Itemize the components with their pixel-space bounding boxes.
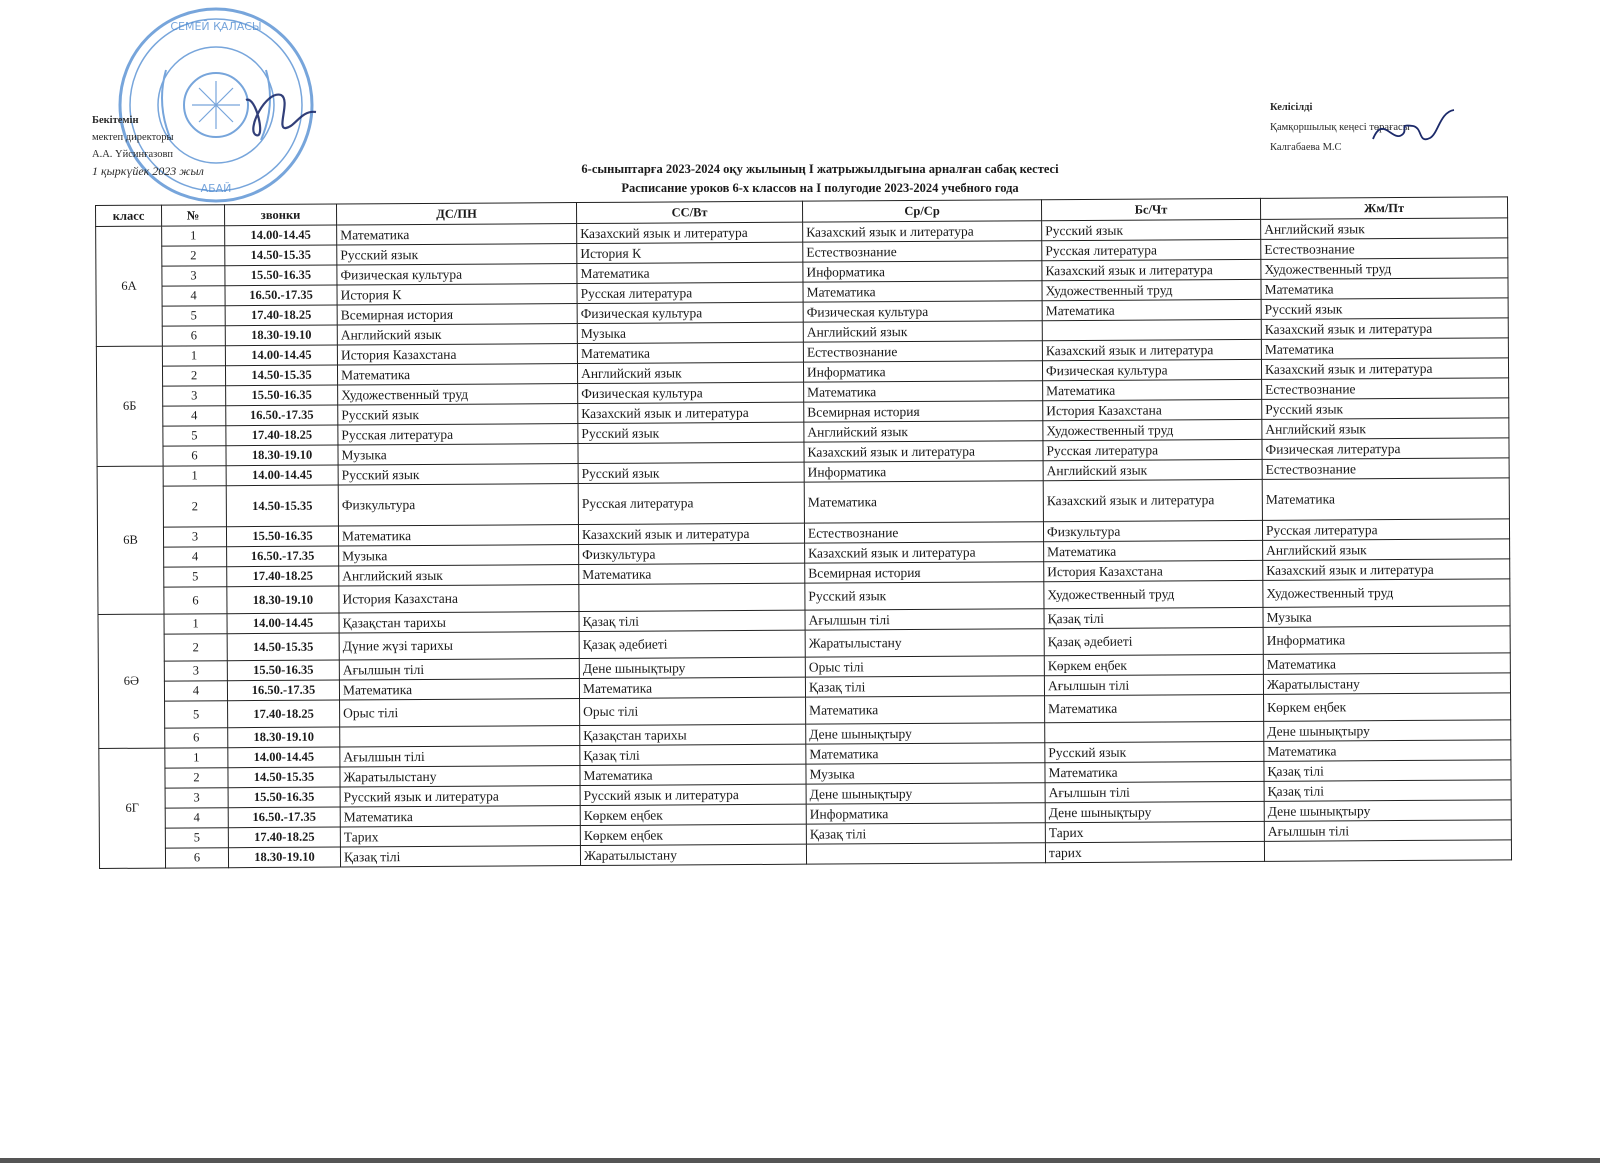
bell-time-cell: 14.00-14.45 (228, 747, 340, 768)
approve-role: мектеп директоры (92, 132, 174, 143)
subject-cell: Всемирная история (805, 562, 1044, 583)
lesson-number-cell: 3 (165, 788, 228, 808)
lesson-number-cell: 4 (164, 681, 227, 701)
svg-text:АБАЙ: АБАЙ (200, 182, 232, 195)
bell-time-cell: 16.50.-17.35 (227, 546, 339, 567)
lesson-number-cell: 3 (163, 386, 226, 406)
subject-cell: Дене шынықтыру (1045, 801, 1264, 822)
subject-cell: Художественный труд (1043, 419, 1262, 440)
subject-cell: Қазақстан тарихы (580, 724, 806, 745)
approve-date: 1 қыркүйек 2023 жыл (92, 164, 204, 178)
subject-cell: Естествознание (1261, 238, 1508, 260)
subject-cell: Математика (339, 679, 579, 700)
subject-cell: Математика (337, 364, 577, 385)
lesson-number-cell: 5 (165, 701, 228, 728)
lesson-number-cell: 6 (163, 446, 226, 466)
subject-cell: Информатика (803, 261, 1042, 282)
subject-cell: Музыка (577, 322, 803, 343)
title-kazakh: 6-сыныптарға 2023-2024 оқу жылының I жатрыжылдығына арналған сабақ кестесі (581, 162, 1059, 176)
bell-time-cell: 18.30-19.10 (225, 325, 337, 346)
subject-cell: Физкультура (338, 484, 578, 526)
subject-cell: Жаратылыстану (580, 844, 806, 865)
subject-cell: Математика (1045, 694, 1264, 722)
subject-cell: История Казахстана (339, 585, 579, 613)
subject-cell (806, 843, 1045, 864)
subject-cell: Көркем еңбек (1044, 654, 1263, 675)
agree-role: Қамқоршылық кеңесі төрағасы (1270, 122, 1410, 133)
bell-time-cell: 16.50.-17.35 (227, 680, 339, 701)
subject-cell: Жаратылыстану (340, 766, 580, 787)
subject-cell: Қазақ тілі (806, 823, 1045, 844)
subject-cell (1264, 840, 1511, 862)
bell-time-cell: 15.50-16.35 (225, 265, 337, 286)
subject-cell: Ағылшын тілі (1264, 820, 1511, 842)
subject-cell: Художественный труд (1261, 258, 1508, 280)
subject-cell: Орыс тілі (805, 656, 1044, 677)
subject-cell: Орыс тілі (340, 699, 580, 727)
lesson-number-cell: 4 (164, 547, 227, 567)
lesson-number-cell: 6 (164, 587, 227, 614)
lesson-number-cell: 6 (162, 326, 225, 346)
subject-cell: Естествознание (1262, 378, 1509, 400)
bell-time-cell: 14.00-14.45 (225, 345, 337, 366)
bell-time-cell: 18.30-19.10 (228, 847, 340, 868)
bell-time-cell: 17.40-18.25 (228, 700, 340, 728)
subject-cell: Математика (1263, 653, 1510, 675)
subject-cell: Қазақ тілі (579, 610, 805, 631)
subject-cell: Русский язык (578, 462, 804, 483)
class-name-cell: 6Г (99, 748, 166, 868)
bell-time-cell: 14.50-15.35 (227, 633, 339, 661)
column-header: Бс/Чт (1041, 198, 1260, 220)
subject-cell: Музыка (806, 763, 1045, 784)
subject-cell: Математика (804, 381, 1043, 402)
approve-name: А.А. Үйсинғазовп (92, 149, 174, 160)
bell-time-cell: 16.50.-17.35 (225, 285, 337, 306)
subject-cell: Математика (1042, 299, 1261, 320)
subject-cell: История Казахстана (1043, 399, 1262, 420)
class-name-cell: 6Б (96, 346, 163, 466)
subject-cell: Жаратылыстану (1263, 673, 1510, 695)
subject-cell: Математика (806, 696, 1045, 724)
lesson-number-cell: 4 (163, 406, 226, 426)
subject-cell: Русский язык (1262, 398, 1509, 420)
bell-time-cell: 14.50-15.35 (225, 245, 337, 266)
subject-cell: Казахский язык и литература (1043, 479, 1262, 521)
document-titles (430, 160, 1210, 198)
subject-cell: Казахский язык и литература (1263, 559, 1510, 581)
subject-cell: Математика (804, 481, 1043, 523)
agree-title: Келісілді (1270, 102, 1313, 113)
subject-cell: Русская литература (1262, 519, 1509, 541)
lesson-number-cell: 6 (165, 848, 228, 868)
bell-time-cell: 18.30-19.10 (228, 727, 340, 748)
subject-cell: Физическая культура (1042, 359, 1261, 380)
subject-cell: Информатика (804, 461, 1043, 482)
subject-cell: Ағылшын тілі (339, 659, 579, 680)
subject-cell: История К (577, 242, 803, 263)
subject-cell: Русская литература (1043, 439, 1262, 460)
lesson-number-cell: 2 (164, 634, 227, 661)
subject-cell: Дене шынықтыру (1264, 720, 1511, 742)
subject-cell: Дене шынықтыру (806, 723, 1045, 744)
subject-cell: Физическая культура (803, 301, 1042, 322)
column-header: класс (96, 205, 162, 226)
subject-cell: Русский язык (1042, 219, 1261, 240)
column-header: ДС/ПН (336, 203, 576, 225)
subject-cell: Физкультура (1043, 520, 1262, 541)
subject-cell (579, 583, 805, 611)
subject-cell: Английский язык (1043, 459, 1262, 480)
lesson-number-cell: 2 (162, 366, 225, 386)
subject-cell: Физическая литература (1262, 438, 1509, 460)
subject-cell: Математика (1264, 740, 1511, 762)
lesson-number-cell: 3 (164, 661, 227, 681)
council-signature (1368, 104, 1458, 154)
bell-time-cell: 15.50-16.35 (227, 660, 339, 681)
bell-time-cell: 14.00-14.45 (225, 225, 337, 246)
subject-cell: Русский язык (337, 244, 577, 265)
subject-cell: Қазақ тілі (1264, 780, 1511, 802)
subject-cell: Музыка (339, 545, 579, 566)
subject-cell: Математика (338, 525, 578, 546)
subject-cell: Қазақ тілі (1264, 760, 1511, 782)
subject-cell: Естествознание (803, 341, 1042, 362)
subject-cell: Қазақ әдебиеті (1044, 627, 1263, 655)
subject-cell: Русская литература (338, 424, 578, 445)
subject-cell: тарих (1045, 841, 1264, 862)
lesson-number-cell: 3 (163, 527, 226, 547)
bell-time-cell: 14.50-15.35 (226, 485, 338, 527)
subject-cell: Математика (1262, 478, 1509, 521)
subject-cell: Русский язык (578, 422, 804, 443)
approve-title: Бекітемін (92, 115, 139, 126)
subject-cell: Математика (337, 224, 577, 245)
subject-cell: Қазақстан тарихы (339, 612, 579, 633)
lesson-number-cell: 5 (165, 828, 228, 848)
subject-cell: Математика (1261, 278, 1508, 300)
subject-cell: Қазақ тілі (580, 744, 806, 765)
subject-cell: Английский язык (1263, 539, 1510, 561)
subject-cell: Всемирная история (804, 401, 1043, 422)
scan-edge (0, 1158, 1600, 1163)
subject-cell: Физкультура (579, 543, 805, 564)
bell-time-cell: 17.40-18.25 (228, 827, 340, 848)
subject-cell: Физическая культура (577, 302, 803, 323)
bell-time-cell: 18.30-19.10 (227, 586, 339, 614)
subject-cell: Казахский язык и литература (803, 221, 1042, 242)
approval-block (92, 112, 204, 180)
subject-cell: Английский язык (1261, 218, 1508, 240)
bell-time-cell: 18.30-19.10 (226, 445, 338, 466)
lesson-number-cell: 4 (162, 286, 225, 306)
subject-cell: Математика (577, 262, 803, 283)
subject-cell: Английский язык (337, 324, 577, 345)
subject-cell: Математика (1043, 379, 1262, 400)
subject-cell: Математика (577, 342, 803, 363)
subject-cell: Русская литература (578, 482, 804, 524)
bell-time-cell: 14.00-14.45 (226, 465, 338, 486)
bell-time-cell: 16.50.-17.35 (226, 405, 338, 426)
subject-cell: Ағылшын тілі (805, 609, 1044, 630)
schedule-table (95, 196, 1512, 869)
subject-cell: Физическая культура (578, 382, 804, 403)
subject-cell: Информатика (1263, 626, 1510, 655)
table-body (96, 218, 1512, 869)
subject-cell: Естествознание (803, 241, 1042, 262)
subject-cell: Казахский язык и литература (1042, 259, 1261, 280)
subject-cell: Математика (1044, 540, 1263, 561)
subject-cell: Математика (803, 281, 1042, 302)
subject-cell: Қазақ тілі (805, 676, 1044, 697)
subject-cell: Казахский язык и литература (578, 402, 804, 423)
lesson-number-cell: 2 (163, 486, 226, 527)
bell-time-cell: 14.00-14.45 (227, 613, 339, 634)
subject-cell: Русский язык (1261, 298, 1508, 320)
subject-cell: Художественный труд (1042, 279, 1261, 300)
subject-cell: Художественный труд (1044, 580, 1263, 608)
subject-cell: Тарих (1045, 821, 1264, 842)
subject-cell: Физическая культура (337, 264, 577, 285)
subject-cell: Казахский язык и литература (1042, 339, 1261, 360)
subject-cell: Русский язык и литература (580, 784, 806, 805)
bell-time-cell: 15.50-16.35 (226, 526, 338, 547)
subject-cell: Казахский язык и литература (577, 222, 803, 243)
title-russian: Расписание уроков 6-х классов на I полугодие 2023-2024 учебного года (621, 181, 1019, 195)
subject-cell: Информатика (803, 361, 1042, 382)
subject-cell: Ағылшын тілі (1044, 674, 1263, 695)
subject-cell: Казахский язык и литература (1261, 318, 1508, 340)
subject-cell: Көркем еңбек (1264, 693, 1511, 722)
class-name-cell: 6В (97, 466, 164, 614)
subject-cell: Қазақ тілі (340, 846, 580, 867)
subject-cell (1042, 319, 1261, 340)
svg-text:СЕМЕЙ ҚАЛАСЫ: СЕМЕЙ ҚАЛАСЫ (170, 20, 262, 33)
bell-time-cell: 15.50-16.35 (226, 385, 338, 406)
subject-cell: Қазақ әдебиеті (579, 630, 805, 658)
subject-cell: Дене шынықтыру (579, 657, 805, 678)
subject-cell: История Казахстана (1044, 560, 1263, 581)
subject-cell: Математика (580, 764, 806, 785)
lesson-number-cell: 1 (162, 346, 225, 366)
subject-cell: Музыка (338, 444, 578, 465)
subject-cell: Художественный труд (338, 384, 578, 405)
subject-cell: Дене шынықтыру (806, 783, 1045, 804)
subject-cell: Математика (1261, 338, 1508, 360)
subject-cell: Математика (579, 563, 805, 584)
subject-cell: Орыс тілі (580, 697, 806, 725)
subject-cell: Художественный труд (1263, 579, 1510, 608)
column-header: звонки (225, 204, 337, 226)
lesson-number-cell: 2 (165, 768, 228, 788)
bell-time-cell: 17.40-18.25 (227, 566, 339, 587)
lesson-number-cell: 2 (162, 246, 225, 266)
subject-cell: Естествознание (1262, 458, 1509, 480)
bell-time-cell: 14.50-15.35 (225, 365, 337, 386)
subject-cell: Ағылшын тілі (1045, 781, 1264, 802)
subject-cell: Информатика (806, 803, 1045, 824)
bell-time-cell: 16.50.-17.35 (228, 807, 340, 828)
lesson-number-cell: 1 (162, 226, 225, 246)
subject-cell: Английский язык (577, 362, 803, 383)
lesson-number-cell: 6 (165, 728, 228, 748)
subject-cell: Русский язык и литература (340, 786, 580, 807)
subject-cell: Казахский язык и литература (805, 542, 1044, 563)
subject-cell: Казахский язык и литература (804, 441, 1043, 462)
subject-cell: Казахский язык и литература (1261, 358, 1508, 380)
lesson-number-cell: 5 (162, 306, 225, 326)
subject-cell: Английский язык (804, 421, 1043, 442)
official-stamp (96, 0, 328, 220)
subject-cell: Дүние жүзі тарихы (339, 632, 579, 660)
subject-cell: Казахский язык и литература (578, 523, 804, 544)
subject-cell: Математика (340, 806, 580, 827)
subject-cell: Русский язык (805, 582, 1044, 610)
subject-cell: История К (337, 284, 577, 305)
subject-cell (1045, 721, 1264, 742)
subject-cell: Русский язык (338, 404, 578, 425)
subject-cell: Қазақ тілі (1044, 607, 1263, 628)
subject-cell: Көркем еңбек (580, 824, 806, 845)
subject-cell: Дене шынықтыру (1264, 800, 1511, 822)
subject-cell: Математика (1045, 761, 1264, 782)
class-name-cell: 6Ә (98, 614, 165, 748)
subject-cell: Математика (579, 677, 805, 698)
subject-cell: Английский язык (1262, 418, 1509, 440)
lesson-number-cell: 5 (164, 567, 227, 587)
subject-cell: Естествознание (804, 522, 1043, 543)
subject-cell: Математика (806, 743, 1045, 764)
subject-cell: Русский язык (338, 464, 578, 485)
column-header: Жм/Пт (1260, 197, 1507, 220)
subject-cell: Жаратылыстану (805, 629, 1044, 657)
subject-cell (578, 442, 804, 463)
subject-cell: История Казахстана (337, 344, 577, 365)
subject-cell: Английский язык (339, 565, 579, 586)
subject-cell: Ағылшын тілі (340, 746, 580, 767)
bell-time-cell: 15.50-16.35 (228, 787, 340, 808)
lesson-number-cell: 4 (165, 808, 228, 828)
subject-cell: Русская литература (577, 282, 803, 303)
agree-name: Калгабаева М.С (1270, 142, 1342, 153)
column-header: Ср/Ср (802, 200, 1041, 222)
column-header: № (162, 205, 225, 226)
subject-cell: Тарих (340, 826, 580, 847)
subject-cell: Всемирная история (337, 304, 577, 325)
subject-cell: Көркем еңбек (580, 804, 806, 825)
class-name-cell: 6А (96, 226, 163, 346)
subject-cell: Английский язык (803, 321, 1042, 342)
lesson-number-cell: 1 (164, 614, 227, 634)
column-header: СС/Вт (576, 201, 802, 223)
subject-cell: Русская литература (1042, 239, 1261, 260)
lesson-number-cell: 5 (163, 426, 226, 446)
lesson-number-cell: 3 (162, 266, 225, 286)
director-signature (246, 95, 316, 136)
lesson-number-cell: 1 (163, 466, 226, 486)
lesson-number-cell: 1 (165, 748, 228, 768)
bell-time-cell: 17.40-18.25 (226, 425, 338, 446)
subject-cell (340, 726, 580, 747)
bell-time-cell: 14.50-15.35 (228, 767, 340, 788)
bell-time-cell: 17.40-18.25 (225, 305, 337, 326)
subject-cell: Русский язык (1045, 741, 1264, 762)
subject-cell: Музыка (1263, 606, 1510, 628)
